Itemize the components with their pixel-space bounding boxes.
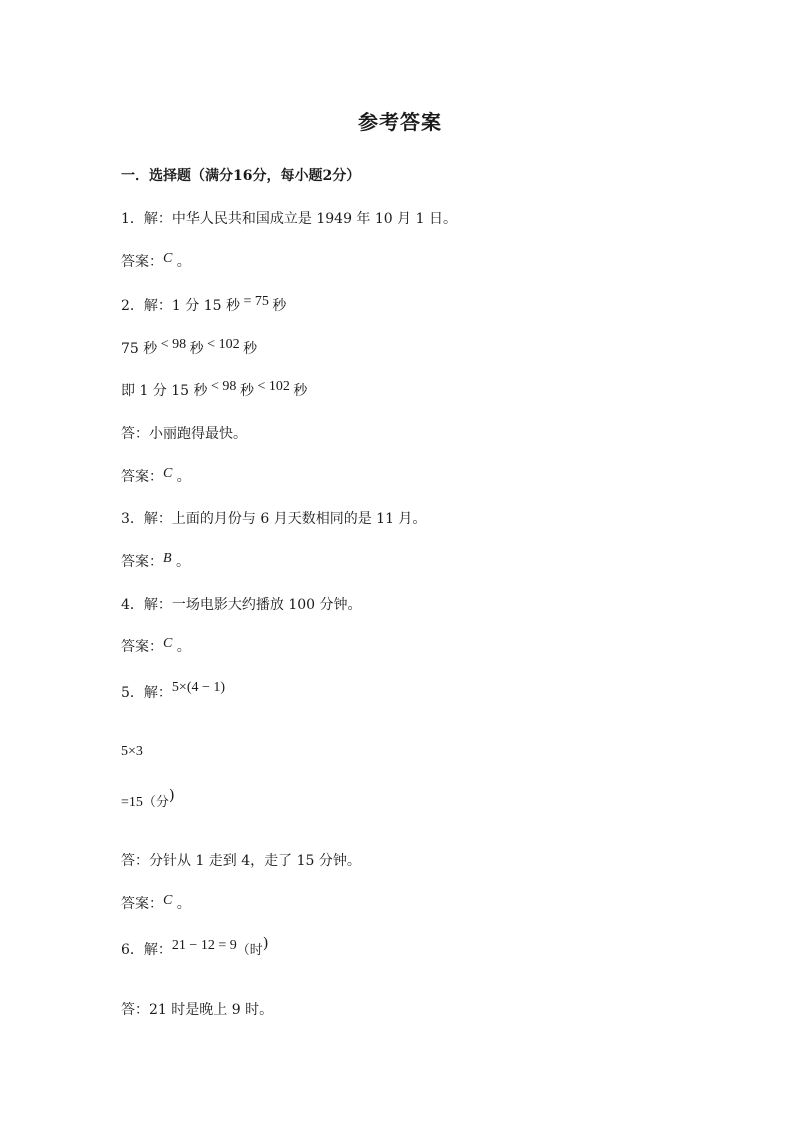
answer-choice: C xyxy=(163,893,173,908)
q6-conclusion: 答：21 时是晚上 9 时。 xyxy=(121,1002,274,1018)
answer-label: 答案： xyxy=(121,554,163,570)
q1-answer xyxy=(121,252,191,273)
section-heading: 一．选择题（满分16分，每小题2分） xyxy=(121,168,361,184)
q2-l3-b: < 98 xyxy=(207,379,240,394)
answer-label: 答案： xyxy=(121,896,163,912)
answer-choice: C xyxy=(163,251,173,266)
q5-solution-line2 xyxy=(121,741,143,762)
answer-suffix: 。 xyxy=(172,896,191,912)
q2-l1-text: 2．解：1 分 15 秒 xyxy=(121,298,240,314)
q6-solution-line1 xyxy=(121,934,269,961)
q6-l1-text: 6．解： xyxy=(121,942,172,958)
q3-answer xyxy=(121,552,190,573)
answer-choice: C xyxy=(163,466,173,481)
q5-conclusion: 答：分针从 1 走到 4，走了 15 分钟。 xyxy=(121,853,361,869)
q2-l3-e: 秒 xyxy=(293,383,308,399)
q2-l1-eq: = 75 xyxy=(239,294,273,309)
answer-label: 答案： xyxy=(121,254,163,270)
q2-l3-c: 秒 xyxy=(239,383,254,399)
q6-l1-expr: 21 − 12 = 9 xyxy=(171,938,237,953)
q2-l3-a: 即 1 分 15 秒 xyxy=(121,383,208,399)
answer-suffix: 。 xyxy=(172,469,191,485)
answer-label: 答案： xyxy=(121,639,163,655)
q2-solution-line2 xyxy=(121,339,257,360)
q2-l3-d: < 102 xyxy=(253,379,294,394)
q2-l1-unit: 秒 xyxy=(272,298,287,314)
q6-l1-unit: （时 xyxy=(236,943,263,958)
q2-solution-line3 xyxy=(121,381,307,402)
answer-label: 答案： xyxy=(121,469,163,485)
q2-l2-d: < 102 xyxy=(203,337,244,352)
q5-l1-expr: 5×(4 − 1) xyxy=(171,680,226,695)
q5-l3-eq: =15 xyxy=(121,795,143,810)
page-title: 参考答案 xyxy=(358,110,442,134)
q2-l2-b: < 98 xyxy=(157,337,190,352)
q5-l1-text: 5．解： xyxy=(121,685,172,701)
q2-solution-line1 xyxy=(121,296,286,317)
answer-suffix: 。 xyxy=(172,254,191,270)
q2-l2-a: 75 秒 xyxy=(121,341,158,357)
q5-solution-line1 xyxy=(121,680,226,704)
q1-solution: 1．解：中华人民共和国成立是 1949 年 10 月 1 日。 xyxy=(121,211,457,227)
q2-conclusion: 答：小丽跑得最快。 xyxy=(121,426,247,442)
q5-l3-close: ) xyxy=(168,786,175,804)
q2-l2-e: 秒 xyxy=(243,341,258,357)
answer-suffix: 。 xyxy=(172,639,191,655)
answer-choice: B xyxy=(163,551,172,566)
q2-l2-c: 秒 xyxy=(189,341,204,357)
answer-choice: C xyxy=(163,636,173,651)
q2-answer xyxy=(121,467,191,488)
answer-suffix: 。 xyxy=(171,554,191,570)
q6-l1-close: ) xyxy=(262,934,269,952)
q5-answer xyxy=(121,894,191,915)
q5-solution-line3 xyxy=(121,786,175,813)
q5-l2-expr: 5×3 xyxy=(121,744,143,759)
q3-solution: 3．解：上面的月份与 6 月天数相同的是 11 月。 xyxy=(121,511,427,527)
q5-l3-unit: （分 xyxy=(142,795,169,810)
q4-solution: 4．解：一场电影大约播放 100 分钟。 xyxy=(121,597,362,613)
q4-answer xyxy=(121,637,191,658)
